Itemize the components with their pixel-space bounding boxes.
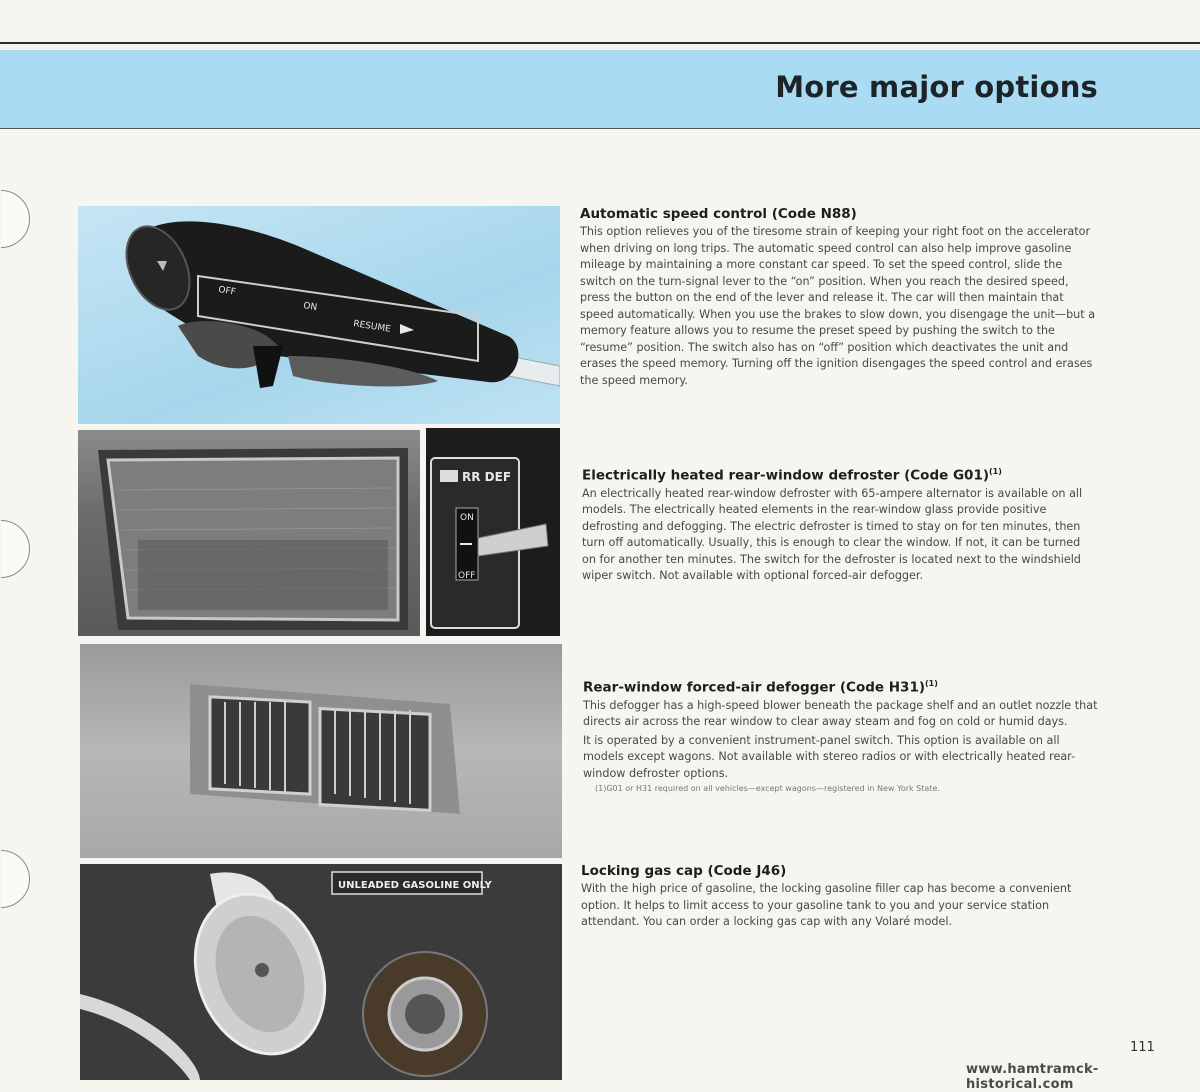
- gas-cap-heading: Locking gas cap (Code J46): [581, 863, 787, 879]
- defroster-section: [582, 467, 1094, 585]
- defogger-text-2: It is operated by a convenient instrument-panel switch. This option is available on all models except wagons. Not available with stereo radios or with electrically heated rear-window defroster options.: [583, 733, 1076, 780]
- rear-window-photo: [78, 430, 420, 636]
- defogger-heading-text: Rear-window forced-air defogger (Code H31): [583, 679, 926, 696]
- page-title: More major options: [775, 70, 1098, 104]
- forced-air-vent-photo: [80, 644, 562, 858]
- binder-hole: [0, 190, 30, 248]
- unleaded-sign: UNLEADED GASOLINE ONLY: [338, 880, 492, 891]
- defroster-switch-photo: [426, 428, 560, 636]
- rr-def-label: RR DEF: [462, 470, 512, 484]
- defroster-heading: [582, 467, 1094, 484]
- footnote-marker: (1): [925, 679, 938, 688]
- lever-resume-label: RESUME: [352, 319, 392, 335]
- binder-hole: [0, 520, 30, 578]
- page-number: 111: [1130, 1040, 1155, 1055]
- lever-on-label: ON: [302, 301, 318, 314]
- switch-off-label: OFF: [458, 571, 476, 581]
- speed-control-heading: Automatic speed control (Code N88): [580, 206, 857, 222]
- speed-control-text: This option relieves you of the tiresome strain of keeping your right foot on the accelerator when driving on long trips. The automatic speed control can also help improve gasoline mileage by maintaining a more constant car speed. To set the speed control, slide the switch on the turn-signal lever to the “on” position. When you reach the desired speed, press the button on the end of the lever and release it. The car will then maintain that speed automatically. When you use the brakes to slow down, you disengage the unit—but a memory feature allows you to resume the preset speed by pushing the switch to the “resume” position. The switch also has on “off” position which deactivates the unit and erases the speed memory. Turning off the ignition disengages the speed control and erases the speed memory.: [580, 225, 1096, 387]
- defroster-text: An electrically heated rear-window defroster with 65-ampere alternator is available on all models. The electrically heated elements in the rear-window glass provide positive defrosting and defogging. The electric defroster is timed to stay on for ten minutes, then turn off automatically. Usually, this is enough to clear the window. If not, it can be turned on for another ten minutes. The switch for the defroster is located next to the windshield wiper switch. Not available with optional forced-air defogger.: [582, 486, 1083, 582]
- watermark: www.hamtramck-historical.com: [966, 1062, 1099, 1092]
- header-banner: [0, 50, 1200, 128]
- switch-on-label: ON: [460, 513, 474, 523]
- defogger-heading: [583, 679, 1098, 696]
- speed-control-lever-photo: [78, 206, 560, 424]
- defogger-text: This defogger has a high-speed blower beneath the package shelf and an outlet nozzle that directs air across the rear window to clear away steam and fog on cold or humid days.: [583, 698, 1098, 728]
- footnote-marker: (1): [989, 467, 1002, 476]
- banner-rule: [0, 128, 1200, 129]
- defogger-section: [583, 679, 1098, 793]
- binder-hole: [0, 850, 30, 908]
- footnote: (1)G01 or H31 required on all vehicles—except wagons—registered in New York State.: [595, 784, 940, 793]
- top-rule: [0, 42, 1200, 44]
- gas-cap-section: [581, 863, 1096, 931]
- speed-control-section: [580, 206, 1100, 389]
- lever-off-label: OFF: [217, 285, 237, 298]
- gas-cap-photo: [80, 864, 562, 1080]
- gas-cap-text: With the high price of gasoline, the locking gasoline filler cap has become a convenient option. It helps to limit access to your gasoline tank to you and your service station attendant. You can order a locking gas cap with any Volaré model.: [581, 882, 1072, 928]
- defroster-heading-text: Electrically heated rear-window defroster (Code G01): [582, 467, 990, 484]
